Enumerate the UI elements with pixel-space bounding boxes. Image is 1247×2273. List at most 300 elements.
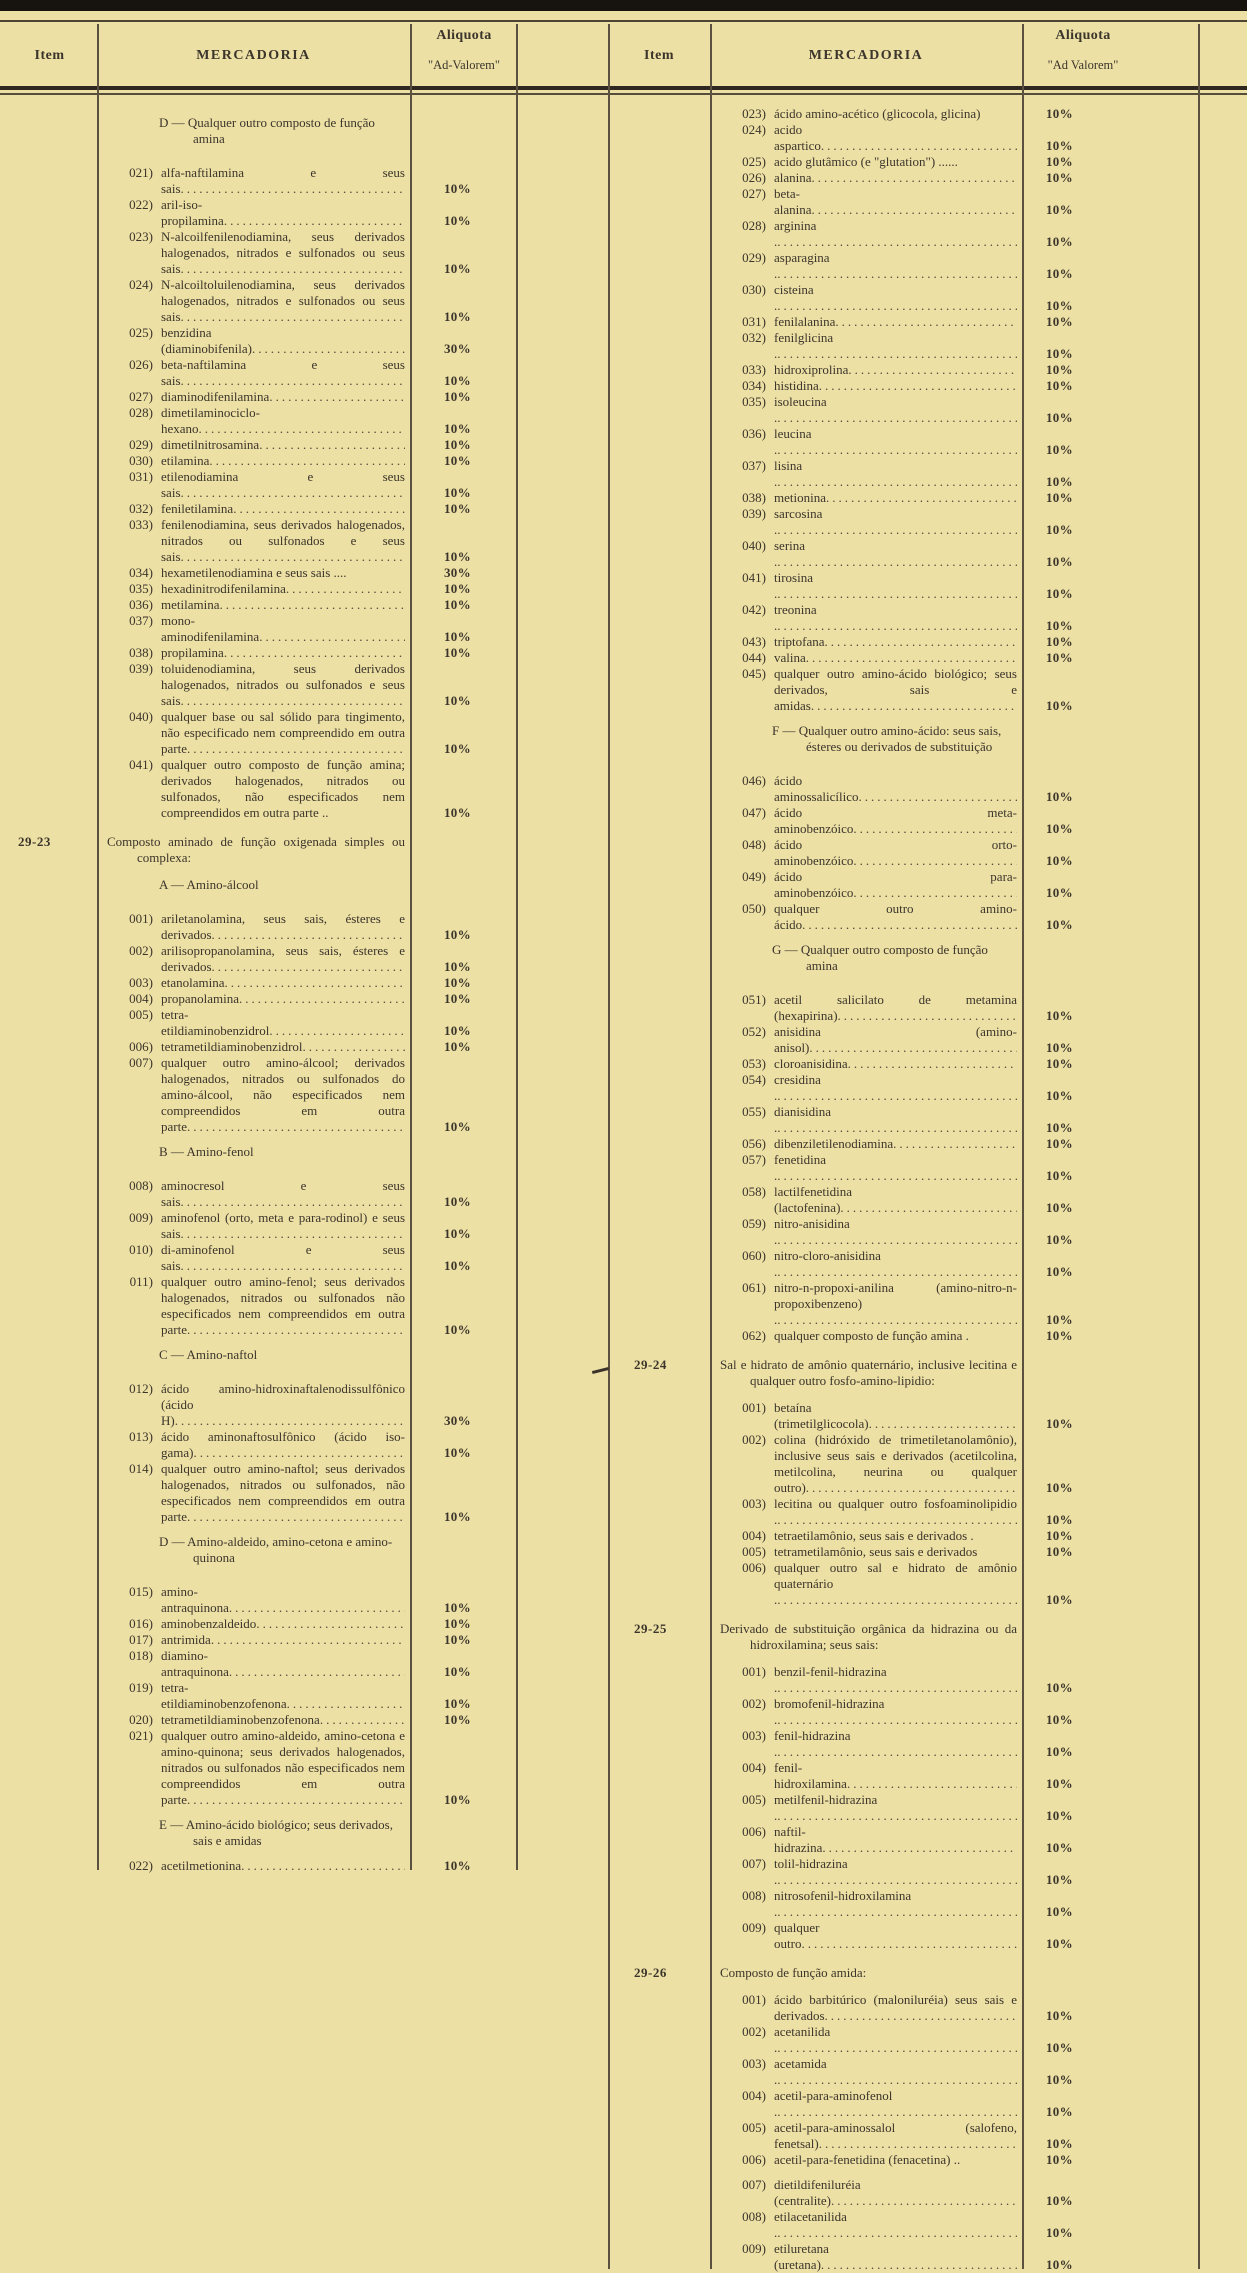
section-body xyxy=(97,834,410,866)
entry-body xyxy=(710,2152,1022,2168)
entry-number: 036) xyxy=(129,597,153,612)
entry-description: mono-aminodifenilamina ..... xyxy=(161,613,405,645)
entry-body xyxy=(710,282,1022,314)
column-header-mercadoria: MERCADORIA xyxy=(196,48,311,63)
entry-description: acetil-para-aminofenol . ..... xyxy=(774,2088,1017,2120)
entry-rate: 10% xyxy=(1046,885,1073,900)
entry-rate: 10% xyxy=(1046,2257,1073,2272)
entry-number: 014) xyxy=(129,1461,153,1476)
tariff-entry-row xyxy=(2,1680,518,1712)
entry-body xyxy=(710,106,1022,122)
entry-description: metilfenil-hidrazina . ..... xyxy=(774,1792,1017,1824)
group-heading-row xyxy=(608,942,1200,974)
tariff-entry-row xyxy=(2,1039,518,1055)
entry-description: propilamina ..... xyxy=(161,645,405,661)
entry-body xyxy=(97,389,410,405)
entry-description: fenetidina . ..... xyxy=(774,1152,1017,1184)
section-intro: Derivado de substituição orgânica da hidrazina ou da hidroxilamina; seus sais: xyxy=(720,1621,1017,1652)
tariff-entry-row xyxy=(2,405,518,437)
entry-body xyxy=(97,709,410,757)
entry-rate: 10% xyxy=(444,991,471,1006)
entry-description: aminobenzaldeido ..... xyxy=(161,1616,405,1632)
entry-body xyxy=(710,1664,1022,1696)
tariff-entry-row xyxy=(608,1328,1200,1344)
tariff-entry-row xyxy=(608,1432,1200,1496)
entry-description: alanina ..... xyxy=(774,170,1017,186)
entry-description: qualquer outro amino-ácido biológico; seus derivados, sais e amidas ..... xyxy=(774,666,1017,714)
entry-number: 003) xyxy=(742,1728,766,1743)
tariff-entry-row xyxy=(2,645,518,661)
entry-number: 047) xyxy=(742,805,766,820)
entry-body xyxy=(97,1242,410,1274)
section-row xyxy=(608,1621,1200,1653)
item-code: 29-23 xyxy=(18,834,51,849)
entry-description: antrimida ..... xyxy=(161,1632,405,1648)
tariff-entry-row xyxy=(608,1104,1200,1136)
entry-description: cresidina . ..... xyxy=(774,1072,1017,1104)
tariff-entry-row xyxy=(608,1248,1200,1280)
entry-description: anisidina (amino-anisol) ..... xyxy=(774,1024,1017,1056)
entry-description: sarcosina . ..... xyxy=(774,506,1017,538)
entry-body xyxy=(97,565,410,581)
entry-description: dimetilnitrosamina ..... xyxy=(161,437,405,453)
entry-number: 056) xyxy=(742,1136,766,1151)
entry-rate: 10% xyxy=(444,373,471,388)
entry-rate: 10% xyxy=(444,805,471,820)
entry-rate: 10% xyxy=(1046,1904,1073,1919)
tariff-entry-row xyxy=(2,1728,518,1808)
tariff-entry-row xyxy=(608,869,1200,901)
entry-rate: 10% xyxy=(1046,170,1073,185)
entry-body xyxy=(97,501,410,517)
entry-rate: 10% xyxy=(444,213,471,228)
entry-body xyxy=(710,1248,1022,1280)
entry-description: ácido amino-hidroxinaftalenodissulfônico (ácido H) ..... xyxy=(161,1381,405,1429)
entry-rate: 10% xyxy=(444,485,471,500)
tariff-entry-row xyxy=(608,992,1200,1024)
tariff-entry-row xyxy=(608,426,1200,458)
entry-rate: 30% xyxy=(444,341,471,356)
entry-rate: 10% xyxy=(444,1696,471,1711)
tariff-entry-row xyxy=(2,229,518,277)
entry-rate: 10% xyxy=(1046,298,1073,313)
entry-description: tetrametilamônio, seus sais e derivados xyxy=(774,1544,978,1559)
entry-rate: 10% xyxy=(444,1039,471,1054)
entry-body xyxy=(710,666,1022,714)
heading-body xyxy=(97,877,410,893)
entry-body xyxy=(710,394,1022,426)
tariff-entry-row xyxy=(608,154,1200,170)
entry-number: 039) xyxy=(742,506,766,521)
entry-description: qualquer base ou sal sólido para tingimento, não especificado nem compreendido em outra parte ..... xyxy=(161,709,405,757)
entry-body xyxy=(710,1072,1022,1104)
tariff-entry-row xyxy=(608,1280,1200,1328)
entry-number: 008) xyxy=(742,1888,766,1903)
entry-number: 045) xyxy=(742,666,766,681)
entry-body xyxy=(710,1280,1022,1328)
entry-body xyxy=(710,1184,1022,1216)
tariff-entry-row xyxy=(2,597,518,613)
entry-description: qualquer outro amino-álcool; derivados halogenados, nitrados ou sulfonados do amino-álcool, não especificados nem compreendidos em outra parte ..... xyxy=(161,1055,405,1135)
entry-body xyxy=(710,1528,1022,1544)
entry-number: 059) xyxy=(742,1216,766,1231)
entry-description: asparagina . ..... xyxy=(774,250,1017,282)
tariff-entry-row xyxy=(2,1429,518,1461)
entry-description: etilacetanilida . ..... xyxy=(774,2209,1017,2241)
tariff-entry-row xyxy=(2,1616,518,1632)
tariff-entry-row xyxy=(608,773,1200,805)
entry-body xyxy=(710,1216,1022,1248)
entry-description: acetanilida . ..... xyxy=(774,2024,1017,2056)
entry-body xyxy=(97,991,410,1007)
entry-description: benzil-fenil-hidrazina . ..... xyxy=(774,1664,1017,1696)
section-intro: Composto de função amida: xyxy=(720,1965,867,1980)
spacer xyxy=(2,156,518,165)
group-heading-row xyxy=(2,115,518,147)
table-rule-vertical xyxy=(97,24,99,1870)
entry-number: 024) xyxy=(742,122,766,137)
entry-rate: 10% xyxy=(1046,634,1073,649)
entry-description: di-aminofenol e seus sais ..... xyxy=(161,1242,405,1274)
entry-rate: 10% xyxy=(1046,1312,1073,1327)
entry-number: 006) xyxy=(742,1824,766,1839)
section-row xyxy=(2,834,518,866)
entry-number: 029) xyxy=(742,250,766,265)
entry-rate: 10% xyxy=(1046,853,1073,868)
tariff-entry-row xyxy=(2,565,518,581)
entry-description: dietildifeniluréia (centralite) ..... xyxy=(774,2177,1017,2209)
heading-body xyxy=(97,115,410,147)
entry-rate: 10% xyxy=(1046,234,1073,249)
tariff-entry-row xyxy=(608,1728,1200,1760)
entry-description: etiluretana (uretana) ..... xyxy=(774,2241,1017,2273)
tariff-entry-row xyxy=(2,325,518,357)
tariff-entry-row xyxy=(608,1496,1200,1528)
entry-rate: 10% xyxy=(444,693,471,708)
entry-body xyxy=(97,405,410,437)
entry-rate: 10% xyxy=(1046,2152,1073,2167)
entry-rate: 10% xyxy=(444,181,471,196)
aliquota-label: Aliquota xyxy=(1055,28,1111,43)
entry-description: aminofenol (orto, meta e para-rodinol) e seus sais ..... xyxy=(161,1210,405,1242)
entry-rate: 10% xyxy=(444,1712,471,1727)
entry-body xyxy=(710,314,1022,330)
entry-number: 019) xyxy=(129,1680,153,1695)
entry-rate: 10% xyxy=(444,629,471,644)
spacer xyxy=(2,1169,518,1178)
entry-number: 030) xyxy=(742,282,766,297)
entry-rate: 10% xyxy=(444,1792,471,1807)
entry-number: 037) xyxy=(742,458,766,473)
entry-rate: 10% xyxy=(1046,586,1073,601)
group-heading: A — Amino-álcool xyxy=(159,877,259,892)
entry-body xyxy=(710,650,1022,666)
entry-rate: 10% xyxy=(1046,1512,1073,1527)
entry-body xyxy=(710,378,1022,394)
tariff-entry-row xyxy=(2,991,518,1007)
entry-rate: 10% xyxy=(1046,1088,1073,1103)
entry-body xyxy=(710,602,1022,634)
entry-body xyxy=(97,645,410,661)
group-heading: F — Qualquer outro amino-ácido: seus sais, ésteres ou derivados de substituição xyxy=(772,723,1002,754)
entry-rate: 10% xyxy=(1046,1120,1073,1135)
entry-description: acetil salicilato de metamina (hexapirina) ..... xyxy=(774,992,1017,1024)
entry-number: 051) xyxy=(742,992,766,1007)
entry-number: 025) xyxy=(742,154,766,169)
entry-number: 041) xyxy=(742,570,766,585)
entry-rate: 10% xyxy=(1046,1480,1073,1495)
entry-number: 003) xyxy=(742,2056,766,2071)
entry-body xyxy=(710,1496,1022,1528)
entry-rate: 10% xyxy=(1046,138,1073,153)
entry-body xyxy=(710,1104,1022,1136)
entry-number: 020) xyxy=(129,1712,153,1727)
entry-rate: 10% xyxy=(444,1600,471,1615)
tariff-entry-row xyxy=(608,1824,1200,1856)
entry-rate: 10% xyxy=(444,1664,471,1679)
entry-rate: 10% xyxy=(444,959,471,974)
entry-description: lisina . ..... xyxy=(774,458,1017,490)
tariff-entry-row xyxy=(608,2152,1200,2168)
entry-description: colina (hidróxido de trimetiletanolamônio), inclusive seus sais e derivados (acetilcolina, metilcolina, neurina ou qualquer outro) ..... xyxy=(774,1432,1017,1496)
entry-description: nitro-n-propoxi-anilina (amino-nitro-n-propoxibenzeno) . ..... xyxy=(774,1280,1017,1328)
entry-body xyxy=(710,426,1022,458)
entry-number: 055) xyxy=(742,1104,766,1119)
spacer xyxy=(608,2168,1200,2177)
entry-description: aminocresol e seus sais ..... xyxy=(161,1178,405,1210)
heading-body xyxy=(710,942,1022,974)
entry-number: 062) xyxy=(742,1328,766,1343)
entry-description: tetrametildiaminobenzofenona ..... xyxy=(161,1712,405,1728)
entry-rate: 10% xyxy=(444,1509,471,1524)
entry-description: hexadinitrodifenilamina ..... xyxy=(161,581,405,597)
entry-body xyxy=(710,869,1022,901)
group-heading: B — Amino-fenol xyxy=(159,1144,254,1159)
entry-description: tetra-etildiaminobenzofenona ..... xyxy=(161,1680,405,1712)
entry-number: 013) xyxy=(129,1429,153,1444)
tariff-entry-row xyxy=(2,389,518,405)
group-heading: D — Qualquer outro composto de função amina xyxy=(159,115,375,146)
tariff-entry-row xyxy=(608,170,1200,186)
tariff-entry-row xyxy=(608,666,1200,714)
entry-body xyxy=(710,805,1022,837)
tariff-entry-row xyxy=(608,805,1200,837)
entry-rate: 10% xyxy=(1046,410,1073,425)
group-heading-row xyxy=(608,723,1200,755)
entry-number: 006) xyxy=(742,1560,766,1575)
entry-body xyxy=(97,1584,410,1616)
entry-description: qualquer outro amino-aldeido, amino-cetona e amino-quinona; seus derivados halogenados, nitrados ou sulfonados não especificados nem compreendidos em outra parte ..... xyxy=(161,1728,405,1808)
tariff-entry-row xyxy=(608,2209,1200,2241)
entry-number: 005) xyxy=(129,1007,153,1022)
entry-number: 061) xyxy=(742,1280,766,1295)
entry-rate: 10% xyxy=(444,741,471,756)
entry-body xyxy=(97,437,410,453)
tariff-entry-row xyxy=(2,1584,518,1616)
entry-rate: 10% xyxy=(444,1226,471,1241)
entry-rate: 30% xyxy=(444,565,471,580)
entry-number: 037) xyxy=(129,613,153,628)
tariff-entry-row xyxy=(2,517,518,565)
entry-description: N-alcoilfenilenodiamina, seus derivados halogenados, nitrados e sulfonados ou seus sais ..... xyxy=(161,229,405,277)
entry-description: tetrametildiaminobenzidrol ..... xyxy=(161,1039,405,1055)
entry-description: fenilenodiamina, seus derivados halogenados, nitrados ou sulfonados e seus sais ..... xyxy=(161,517,405,565)
entry-description: acetil-para-fenetidina (fenacetina) .. xyxy=(774,2152,961,2167)
entry-rate: 10% xyxy=(1046,1528,1073,1543)
entry-rate: 10% xyxy=(444,1445,471,1460)
entry-body xyxy=(710,1560,1022,1608)
entry-description: lecitina ou qualquer outro fosfoaminolipidio . ..... xyxy=(774,1496,1017,1528)
entry-rate: 10% xyxy=(444,1322,471,1337)
entry-body xyxy=(710,1728,1022,1760)
entry-body xyxy=(710,570,1022,602)
entry-description: qualquer outro amino-ácido ..... xyxy=(774,901,1017,933)
tariff-entry-row xyxy=(608,2088,1200,2120)
entry-body xyxy=(710,1152,1022,1184)
entry-description: hidroxiprolina ..... xyxy=(774,362,1017,378)
tariff-entry-row xyxy=(2,501,518,517)
entry-rate: 10% xyxy=(1046,266,1073,281)
entry-rate: 10% xyxy=(1046,378,1073,393)
entry-body xyxy=(97,1461,410,1525)
entry-number: 018) xyxy=(129,1648,153,1663)
entry-description: leucina . ..... xyxy=(774,426,1017,458)
entry-rate: 10% xyxy=(444,549,471,564)
entry-body xyxy=(97,1858,410,1874)
entry-number: 048) xyxy=(742,837,766,852)
entry-number: 022) xyxy=(129,1858,153,1873)
entry-body xyxy=(710,506,1022,538)
entry-number: 041) xyxy=(129,757,153,772)
tariff-entry-row xyxy=(608,122,1200,154)
entry-number: 006) xyxy=(742,2152,766,2167)
entry-number: 007) xyxy=(742,2177,766,2192)
entry-description: treonina . ..... xyxy=(774,602,1017,634)
entry-rate: 10% xyxy=(444,1119,471,1134)
entry-number: 052) xyxy=(742,1024,766,1039)
entry-number: 005) xyxy=(742,1544,766,1559)
entry-description: etilenodiamina e seus sais ..... xyxy=(161,469,405,501)
entry-body xyxy=(97,1210,410,1242)
entry-number: 024) xyxy=(129,277,153,292)
entry-rate: 10% xyxy=(1046,1680,1073,1695)
entry-body xyxy=(710,538,1022,570)
entry-rate: 10% xyxy=(444,1616,471,1631)
entry-number: 053) xyxy=(742,1056,766,1071)
entry-number: 035) xyxy=(129,581,153,596)
entry-rate: 10% xyxy=(1046,2104,1073,2119)
entry-rate: 10% xyxy=(1046,2225,1073,2240)
entry-number: 004) xyxy=(742,2088,766,2103)
entry-number: 023) xyxy=(129,229,153,244)
entry-number: 026) xyxy=(129,357,153,372)
tariff-entry-row xyxy=(608,1920,1200,1952)
entry-number: 027) xyxy=(129,389,153,404)
tariff-entry-row xyxy=(608,2024,1200,2056)
tariff-entry-row xyxy=(608,634,1200,650)
tariff-entry-row xyxy=(608,1136,1200,1152)
tariff-entry-row xyxy=(2,1055,518,1135)
entry-number: 046) xyxy=(742,773,766,788)
entry-rate: 10% xyxy=(444,597,471,612)
entry-rate: 10% xyxy=(1046,106,1073,121)
entry-description: tetraetilamônio, seus sais e derivados . xyxy=(774,1528,974,1543)
entry-rate: 10% xyxy=(1046,442,1073,457)
tariff-entry-row xyxy=(608,1400,1200,1432)
entry-number: 010) xyxy=(129,1242,153,1257)
entry-body xyxy=(97,453,410,469)
entry-description: ácido aminossalicílico ..... xyxy=(774,773,1017,805)
tariff-entry-row xyxy=(608,2177,1200,2209)
entry-body xyxy=(97,1007,410,1039)
tariff-entry-row xyxy=(2,1178,518,1210)
entry-rate: 30% xyxy=(444,1413,471,1428)
entry-number: 049) xyxy=(742,869,766,884)
entry-body xyxy=(710,773,1022,805)
entry-number: 006) xyxy=(129,1039,153,1054)
tariff-entry-row xyxy=(608,1760,1200,1792)
tariff-entry-row xyxy=(608,1056,1200,1072)
spacer xyxy=(608,983,1200,992)
entry-body xyxy=(710,2056,1022,2088)
entry-number: 038) xyxy=(742,490,766,505)
entry-body xyxy=(710,1056,1022,1072)
tariff-entry-row xyxy=(2,757,518,821)
entry-rate: 10% xyxy=(1046,698,1073,713)
spacer xyxy=(2,902,518,911)
tariff-entry-row xyxy=(608,602,1200,634)
entry-body xyxy=(97,469,410,501)
entry-rate: 10% xyxy=(444,453,471,468)
left-table-body xyxy=(2,86,518,1874)
entry-description: fenil-hidroxilamina ..... xyxy=(774,1760,1017,1792)
section-body xyxy=(710,1357,1022,1389)
entry-description: feniletilamina ..... xyxy=(161,501,405,517)
tariff-entry-row xyxy=(608,1024,1200,1056)
tariff-entry-row xyxy=(608,186,1200,218)
entry-number: 008) xyxy=(742,2209,766,2224)
entry-body xyxy=(710,362,1022,378)
tariff-entry-row xyxy=(608,1560,1200,1608)
table-top-rule xyxy=(0,20,1247,22)
entry-number: 005) xyxy=(742,1792,766,1807)
tariff-entry-row xyxy=(2,1242,518,1274)
entry-number: 023) xyxy=(742,106,766,121)
entry-rate: 10% xyxy=(444,501,471,516)
entry-body xyxy=(97,613,410,645)
tariff-entry-row xyxy=(608,1216,1200,1248)
spacer xyxy=(608,764,1200,773)
spacer xyxy=(2,1372,518,1381)
tariff-entry-row xyxy=(608,2241,1200,2273)
entry-rate: 10% xyxy=(444,1194,471,1209)
column-header-item: Item xyxy=(34,48,65,63)
entry-body xyxy=(710,218,1022,250)
entry-number: 008) xyxy=(129,1178,153,1193)
entry-body xyxy=(97,517,410,565)
entry-rate: 10% xyxy=(1046,1200,1073,1215)
item-code: 29-25 xyxy=(634,1621,667,1636)
entry-body xyxy=(710,901,1022,933)
tariff-entry-row xyxy=(608,490,1200,506)
entry-rate: 10% xyxy=(1046,474,1073,489)
entry-number: 002) xyxy=(742,1696,766,1711)
entry-rate: 10% xyxy=(1046,1040,1073,1055)
table-rule-vertical xyxy=(608,24,610,2269)
tariff-entry-row xyxy=(608,282,1200,314)
entry-number: 004) xyxy=(742,1760,766,1775)
tariff-entry-row xyxy=(2,357,518,389)
